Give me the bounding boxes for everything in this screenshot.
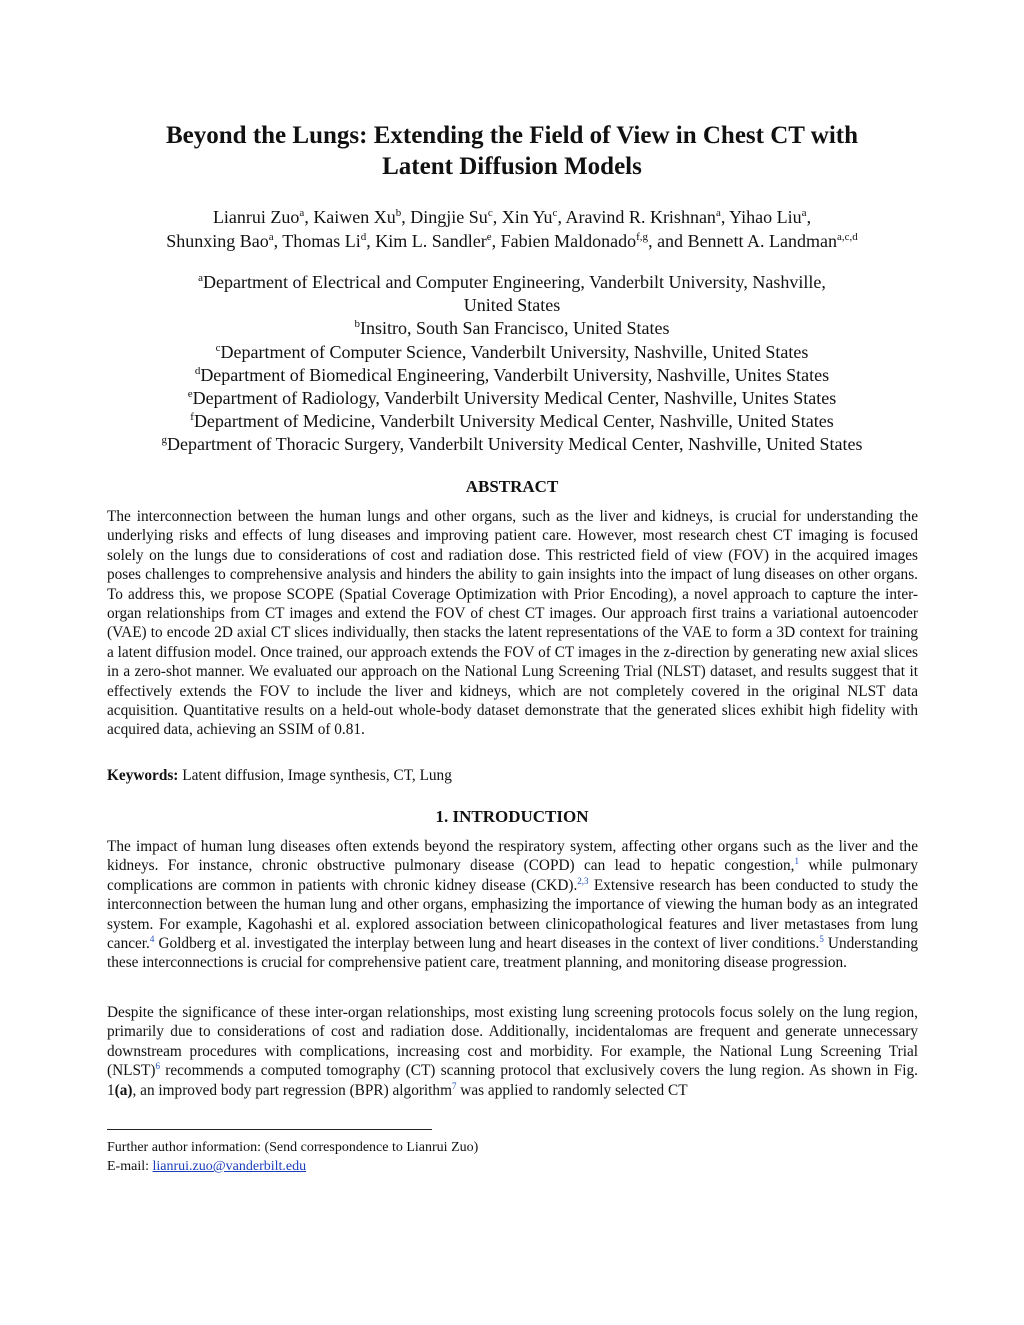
author-separator: , and (648, 231, 688, 251)
affiliation-text: Department of Electrical and Computer Engineering, Vanderbilt University, Nashville, (203, 272, 826, 292)
citation-link[interactable]: 2,3 (577, 875, 589, 886)
author-name: Lianrui Zuo (212, 207, 300, 227)
author-separator: , (304, 207, 314, 227)
paragraph-text: , an improved body part regression (BPR) algorithm (132, 1081, 452, 1099)
affiliation-entry (100, 387, 924, 410)
intro-paragraph-1 (107, 837, 918, 973)
affiliation-text: Insitro, South San Francisco, United States (360, 318, 670, 339)
author-affiliation-mark: a (268, 231, 274, 243)
author-name: Yihao Liu (729, 207, 802, 227)
affiliation-entry (100, 341, 924, 364)
footnote (107, 1138, 918, 1176)
author-affiliation-mark: a (299, 207, 305, 219)
author-name: Thomas Li (282, 231, 361, 251)
author-list (100, 205, 924, 253)
keywords (107, 766, 918, 785)
affiliation-entry (100, 364, 924, 387)
author-name: Shunxing Bao (166, 231, 269, 251)
title-line-2: Latent Diffusion Models (382, 153, 642, 180)
citation-link[interactable]: 1 (794, 856, 799, 867)
author-line-2 (100, 229, 924, 253)
footnote-author-info: Further author information: (Send correspondence to Lianrui Zuo) (107, 1140, 479, 1155)
affiliation-mark: g (161, 434, 168, 447)
intro-paragraph-2 (107, 1003, 918, 1100)
author-affiliation-mark: c (487, 207, 493, 219)
affiliation-text: Department of Thoracic Surgery, Vanderbilt University Medical Center, Nashville, United States (167, 434, 863, 455)
title-line-1: Beyond the Lungs: Extending the Field of View in Chest CT with (166, 122, 858, 149)
abstract-text: The interconnection between the human lungs and other organs, such as the liver and kidneys, is crucial for understanding the underlying risks and effects of lung diseases and improving patient care. However, most research chest CT imaging is focused solely on the lungs due to considerations of cost and radiation dose. This restricted field of view (FOV) in the acquired images poses challenges to comprehensive analysis and hinders the ability to gain insights into the impact of lung diseases on other organs. To address this, we propose SCOPE (Spatial Coverage Optimization with Prior Encoding), a novel approach to capture the inter-organ relationships from CT images and extend the FOV of chest CT images. Our approach first trains a variational autoencoder (VAE) to encode 2D axial CT slices individually, then stacks the latent representations of the VAE to form a 3D context for training a latent diffusion model. Once trained, our approach extends the FOV of CT images in the z-direction by generating new axial slices in a zero-shot manner. We evaluated our approach on the National Lung Screening Trial (NLST) dataset, and results suggest that it effectively extends the FOV to include the liver and kidneys, which are not completely covered in the original NLST data acquisition. Quantitative results on a held-out whole-body dataset demonstrate that the generated slices exhibit high fidelity with acquired data, achieving an SSIM of 0.81. (107, 508, 918, 739)
author-separator: , (557, 207, 566, 227)
paragraph-text: recommends a computed tomography (CT) scanning protocol that exclusively covers the lung region. As shown in Fig. (159, 1062, 918, 1080)
author-name: Aravind R. Krishnan (565, 207, 716, 227)
author-name: Kim L. Sandler (375, 231, 487, 251)
affiliation-mark: c (215, 341, 221, 354)
affiliation-entry (100, 317, 924, 340)
paragraph-text: Goldberg et al. investigated the interplay between lung and heart diseases in the context of liver conditions. (154, 935, 820, 953)
author-affiliation-mark: d (360, 231, 367, 243)
author-affiliation-mark: a,c,d (837, 231, 858, 243)
author-affiliation-mark: f,g (636, 231, 649, 243)
author-affiliation-mark: a (801, 207, 807, 219)
paragraph-text: Extensive research has been conducted to study the interconnection between the human lung and other organs, emphasizing the importance of viewing the human body as an integrated system. For example, Kagohashi et al. explored association between clinicopathological features and liver metastases from lung cancer. (107, 876, 918, 953)
citation-link[interactable]: 7 (451, 1080, 457, 1091)
author-affiliation-mark: b (395, 207, 402, 219)
citation-link[interactable]: 5 (819, 933, 824, 944)
affiliation-text: Department of Medicine, Vanderbilt University Medical Center, Nashville, United States (193, 411, 834, 432)
paragraph-text: Understanding these interconnections is crucial for comprehensive patient care, treatment planning, and monitoring disease progression. (107, 935, 918, 972)
author-separator: , (366, 231, 376, 251)
affiliation-entry (100, 410, 924, 433)
footnote-email-line (107, 1157, 918, 1176)
author-separator: , (491, 231, 501, 251)
affiliation-continuation: United States (463, 295, 561, 316)
author-name: Kaiwen Xu (313, 207, 396, 227)
affiliation-entry (100, 271, 924, 294)
abstract-heading: ABSTRACT (465, 477, 559, 496)
author-name: Xin Yu (501, 207, 553, 227)
citation-link[interactable]: 4 (149, 933, 155, 944)
author-affiliation-mark: c (552, 207, 558, 219)
section-heading-introduction: 1. INTRODUCTION (435, 807, 589, 826)
affiliation-list (100, 271, 924, 457)
affiliation-mark: e (187, 388, 193, 401)
paragraph-text: was applied to randomly selected CT (456, 1081, 688, 1099)
email-link[interactable]: lianrui.zuo@vanderbilt.edu (152, 1159, 307, 1174)
affiliation-text: Department of Radiology, Vanderbilt University Medical Center, Nashville, Unites States (192, 388, 837, 409)
affiliation-entry (100, 433, 924, 456)
author-separator: , (720, 207, 730, 227)
keywords-label: Keywords: (107, 767, 179, 784)
paragraph-text: The impact of human lung diseases often extends beyond the respiratory system, affecting other organs such as the liver and the kidneys. For instance, chronic obstructive pulmonary disease (COPD) can lead to hepatic congestion, (107, 838, 918, 875)
footnote-divider (107, 1129, 432, 1130)
author-separator: , (806, 207, 812, 227)
email-label: E-mail: (107, 1159, 153, 1174)
affiliation-text: Department of Computer Science, Vanderbilt University, Nashville, United States (220, 341, 809, 362)
paper-title (100, 120, 924, 182)
figure-reference[interactable]: 1 (107, 1081, 115, 1099)
affiliation-mark: f (190, 411, 194, 424)
author-separator: , (492, 207, 502, 227)
author-name: Dingjie Su (410, 207, 488, 227)
affiliation-mark: a (198, 272, 204, 284)
affiliation-text: Department of Biomedical Engineering, Vanderbilt University, Nashville, Unites States (200, 364, 830, 385)
affiliation-mark: d (194, 364, 201, 377)
figure-panel-reference: (a) (114, 1081, 133, 1099)
keywords-text: Latent diffusion, Image synthesis, CT, Lung (182, 767, 452, 784)
paragraph-text: while pulmonary complications are common in patients with chronic kidney disease (CKD). (107, 857, 918, 894)
author-affiliation-mark: e (486, 231, 492, 243)
author-name: Bennett A. Landman (687, 231, 838, 251)
affiliation-mark: b (354, 318, 360, 331)
author-name: Fabien Maldonado (500, 231, 637, 251)
author-affiliation-mark: a (715, 207, 721, 219)
author-separator: , (401, 207, 411, 227)
paragraph-text: Despite the significance of these inter-organ relationships, most existing lung screening protocols focus solely on the lung region, primarily due to considerations of cost and radiation dose. Additionally, incidentalomas are frequent and generate unnecessary downstream procedures with complications, increasing cost and morbidity. For example, the National Lung Screening Trial (NLST) (107, 1004, 918, 1080)
author-line-1 (100, 205, 924, 229)
author-separator: , (273, 231, 283, 251)
citation-link[interactable]: 6 (155, 1061, 160, 1072)
